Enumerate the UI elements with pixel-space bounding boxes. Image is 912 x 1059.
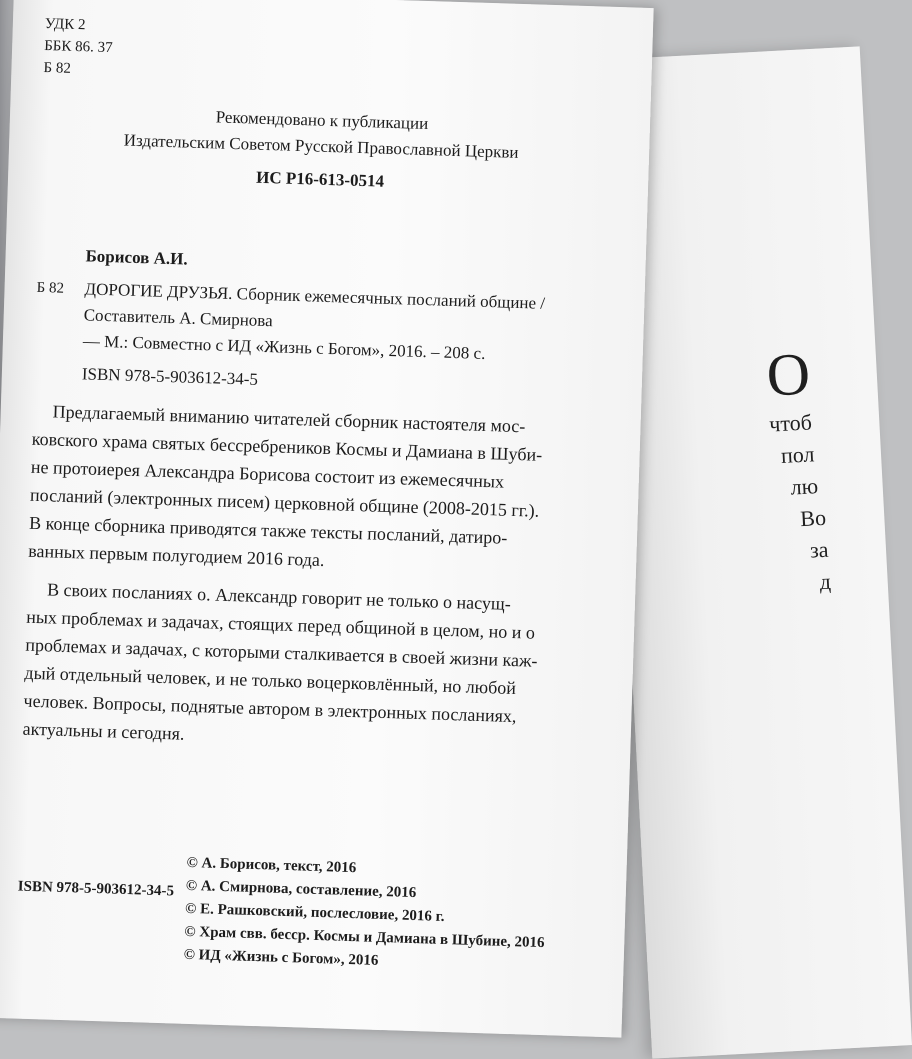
text-line: ных проблемах и задачах, стоящих перед общиной в целом, но и о (25, 606, 536, 643)
bib-author-mark: Б 82 (36, 279, 65, 297)
text-line: Предлагаемый вниманию читателей сборник настоятеля мос- (52, 401, 526, 437)
right-page-line: Во (799, 504, 827, 532)
right-page-line: пол (780, 441, 816, 469)
annotation-paragraph (22, 575, 587, 761)
bib-compiler-line: Составитель А. Смирнова (83, 305, 273, 331)
text-line: дый отдельный человек, и не только воцерковлённый, но любой (24, 662, 517, 699)
text-line: актуальны и сегодня. (22, 718, 185, 744)
right-page-line: лю (789, 473, 819, 500)
text-line: В конце сборника приводятся также тексты посланий, датиро- (28, 512, 508, 548)
right-page-line: чтоб (768, 409, 813, 437)
copyright-line: © Храм свв. бесср. Космы и Дамиана в Шубине, 2016 (184, 923, 545, 952)
udk-code: УДК 2 (44, 15, 86, 34)
bibliographic-record (35, 275, 597, 371)
author-heading: Борисов А.И. (85, 246, 188, 269)
copyright-line: © Е. Рашковский, послесловие, 2016 г. (184, 900, 445, 925)
author-mark: Б 82 (43, 59, 72, 77)
recommendation-line: Издательским Советом Русской Православной Церкви (123, 130, 519, 162)
classification-codes (43, 13, 605, 97)
page-content (15, 13, 605, 979)
copyright-line: © ИД «Жизнь с Богом», 2016 (183, 946, 379, 969)
right-page-big-letter: О (765, 340, 812, 409)
text-line: посланий (электронных писем) церковной общине (2008-2015 гг.). (29, 484, 540, 521)
text-line: не протоиерея Александра Борисова состоит из ежемесячных (30, 456, 505, 492)
annotation (22, 397, 593, 760)
copyright-line: © А. Борисов, текст, 2016 (186, 854, 357, 877)
isbn-bottom: ISBN 978-5-903612-34-5 (17, 878, 175, 900)
recommendation-line: Рекомендовано к публикации (215, 107, 429, 134)
bib-publisher-line: — М.: Совместно с ИД «Жизнь с Богом», 2016. – 208 с. (82, 331, 486, 363)
annotation-paragraph (28, 397, 593, 583)
bib-lines (83, 276, 546, 368)
copyright-block (183, 852, 578, 979)
is-code: ИС Р16-613-0514 (255, 167, 385, 191)
isbn-record: ISBN 978-5-903612-34-5 (81, 364, 259, 389)
bbk-code: ББК 86. 37 (43, 37, 113, 57)
copyright-line: © А. Смирнова, составление, 2016 (185, 877, 417, 902)
text-line: проблемах и задачах, с которыми сталкивается в своей жизни каж- (25, 634, 538, 671)
right-page-line: за (809, 536, 830, 563)
recommendation (41, 99, 602, 169)
text-line: ковского храма святых бессребреников Космы и Дамиана в Шуби- (31, 428, 543, 465)
right-page-line: д (818, 568, 832, 595)
text-line: ванных первым полугодием 2016 года. (28, 540, 325, 571)
text-line: В своих посланиях о. Александр говорит не только о насущ- (46, 579, 512, 614)
text-line: человек. Вопросы, поднятые автором в электронных посланиях, (23, 690, 517, 727)
bib-title-line: ДОРОГИЕ ДРУЗЬЯ. Сборник ежемесячных посланий общине / (84, 279, 546, 313)
